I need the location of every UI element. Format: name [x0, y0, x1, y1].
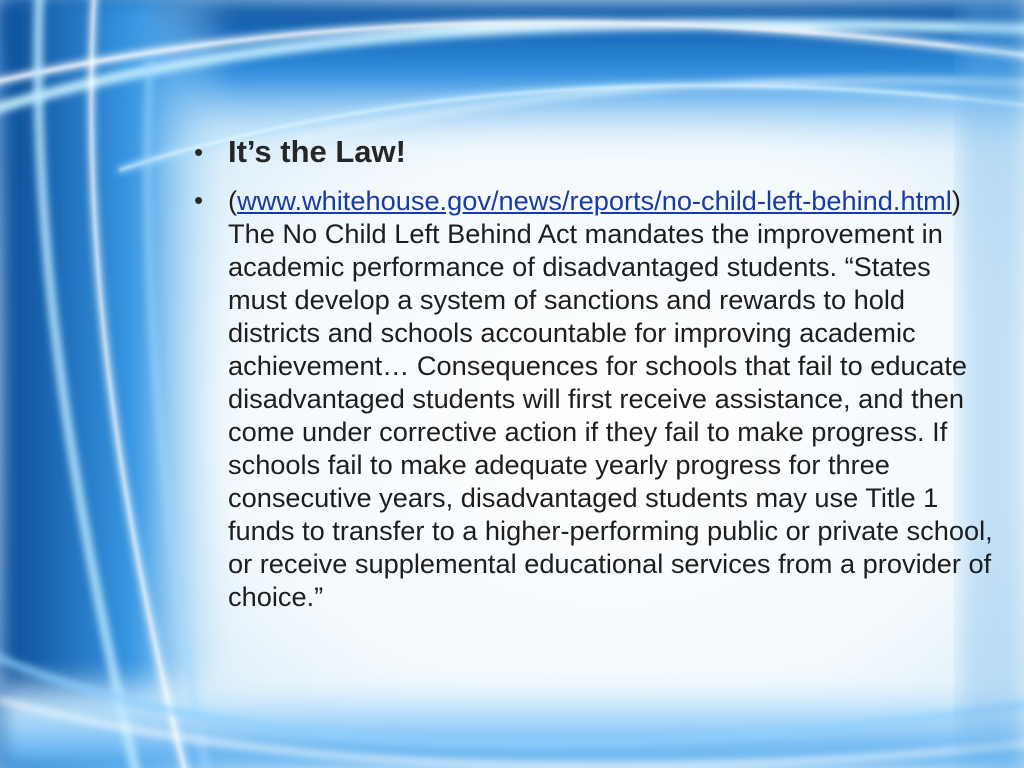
bullet-heading: [194, 132, 994, 172]
bullet-body: [194, 184, 994, 613]
whitehouse-link[interactable]: www.whitehouse.gov/news/reports/no-child-left-behind.html: [237, 185, 952, 216]
bullet-marker: •: [194, 185, 204, 215]
body-text: The No Child Left Behind Act mandates the improvement in academic performance of disadvantaged students. “States must develop a system of sanctions and rewards to hold districts and schools accountable for improving academic achievement… Consequences for schools that fail to educate disadvantaged students will first receive assistance, and then come under corrective action if they fail to make progress. If schools fail to make adequate yearly progress for three consecutive years, disadvantaged students may use Title 1 funds to transfer to a higher-performing public or private school, or receive supplemental educational services from a provider of choice.”: [228, 218, 993, 612]
body-paragraph: [228, 184, 994, 613]
slide-content: [194, 132, 994, 613]
slide-heading: It’s the Law!: [228, 134, 406, 169]
bullet-marker: •: [194, 137, 204, 167]
link-open-paren: (: [228, 185, 238, 216]
link-close-paren: ): [951, 185, 961, 216]
